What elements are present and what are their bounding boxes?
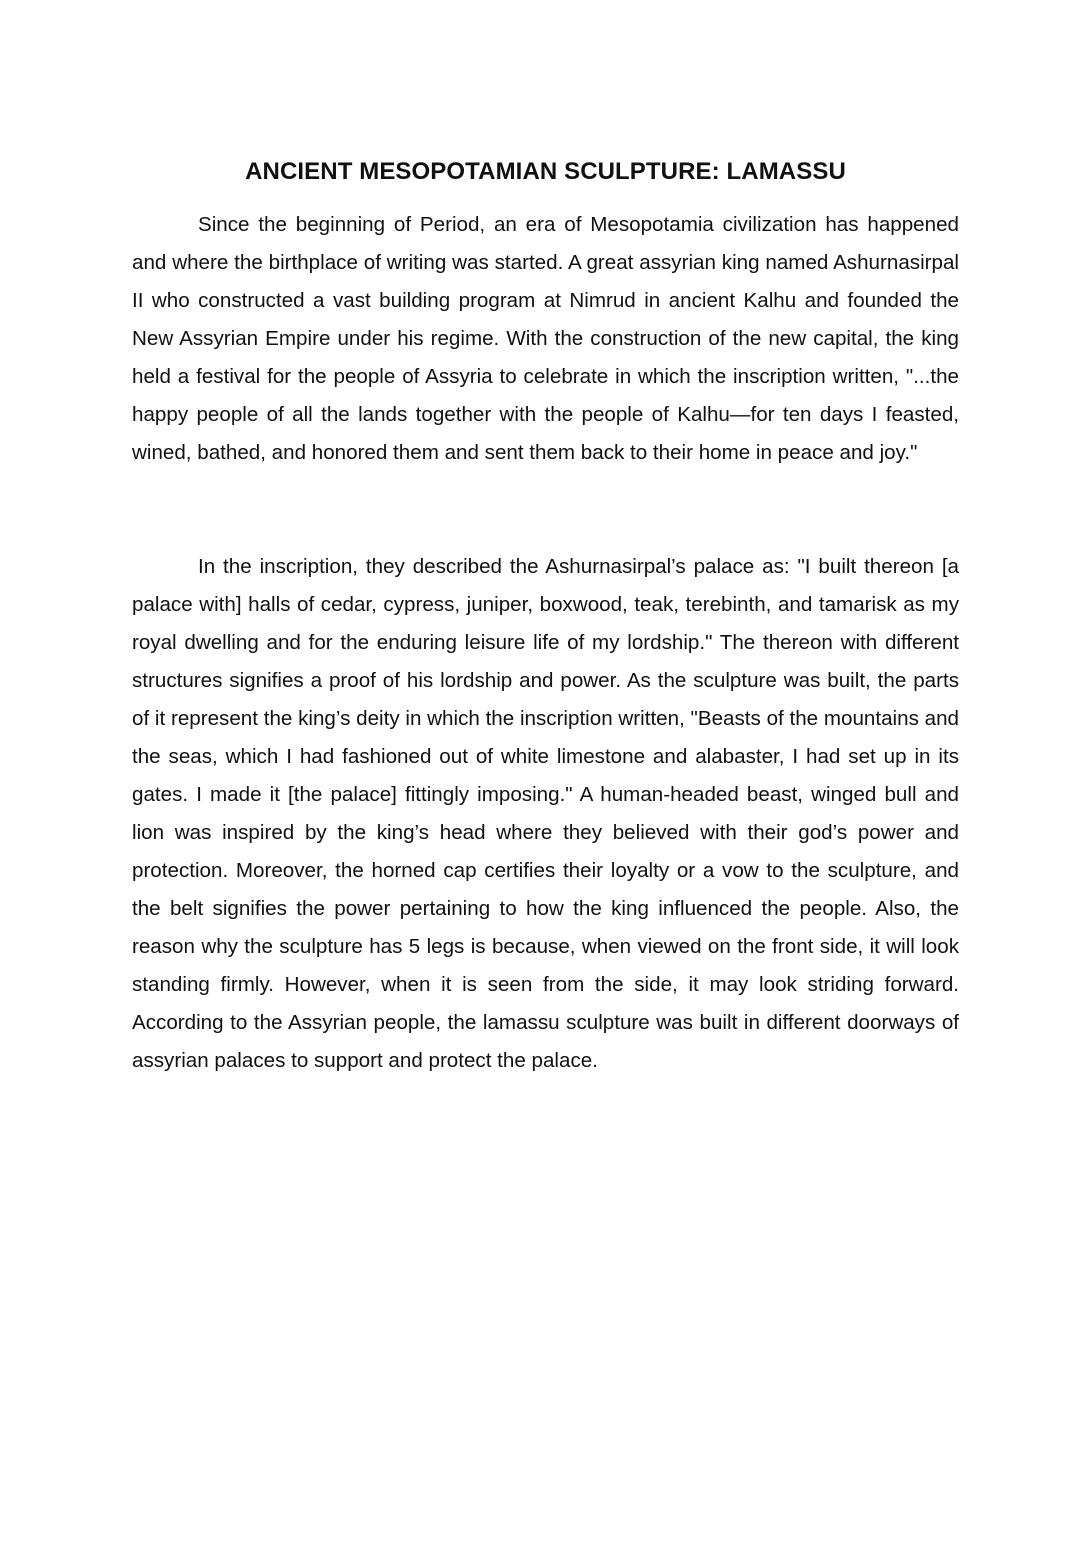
paragraph-intro: Since the beginning of Period, an era of Mesopotamia civilization has happened and where the birthplace of writing was started. A great assyrian king named Ashurnasirpal II who constructed a vast building program at Nimrud in ancient Kalhu and founded the New Assyrian Empire under his regime. With the construction of the new capital, the king held a festival for the people of Assyria to celebrate in which the inscription written, "...the happy people of all the lands together with the people of Kalhu—for ten days I feasted, wined, bathed, and honored them and sent them back to their home in peace and joy.": [132, 213, 959, 464]
document-title: ANCIENT MESOPOTAMIAN SCULPTURE: LAMASSU: [245, 158, 846, 185]
paragraph-inscription: In the inscription, they described the Ashurnasirpal’s palace as: "I built thereon [a palace with] halls of cedar, cypress, juniper, boxwood, teak, terebinth, and tamarisk as my royal dwelling and for the enduring leisure life of my lordship." The thereon with different structures signifies a proof of his lordship and power. As the sculpture was built, the parts of it represent the king’s deity in which the inscription written, "Beasts of the mountains and the seas, which I had fashioned out of white limestone and alabaster, I had set up in its gates. I made it [the palace] fittingly imposing." A human-headed beast, winged bull and lion was inspired by the king’s head where they believed with their god’s power and protection. Moreover, the horned cap certifies their loyalty or a vow to the sculpture, and the belt signifies the power pertaining to how the king influenced the people. Also, the reason why the sculpture has 5 legs is because, when viewed on the front side, it will look standing firmly. However, when it is seen from the side, it may look striding forward. According to the Assyrian people, the lamassu sculpture was built in different doorways of assyrian palaces to support and protect the palace.: [132, 555, 959, 1072]
